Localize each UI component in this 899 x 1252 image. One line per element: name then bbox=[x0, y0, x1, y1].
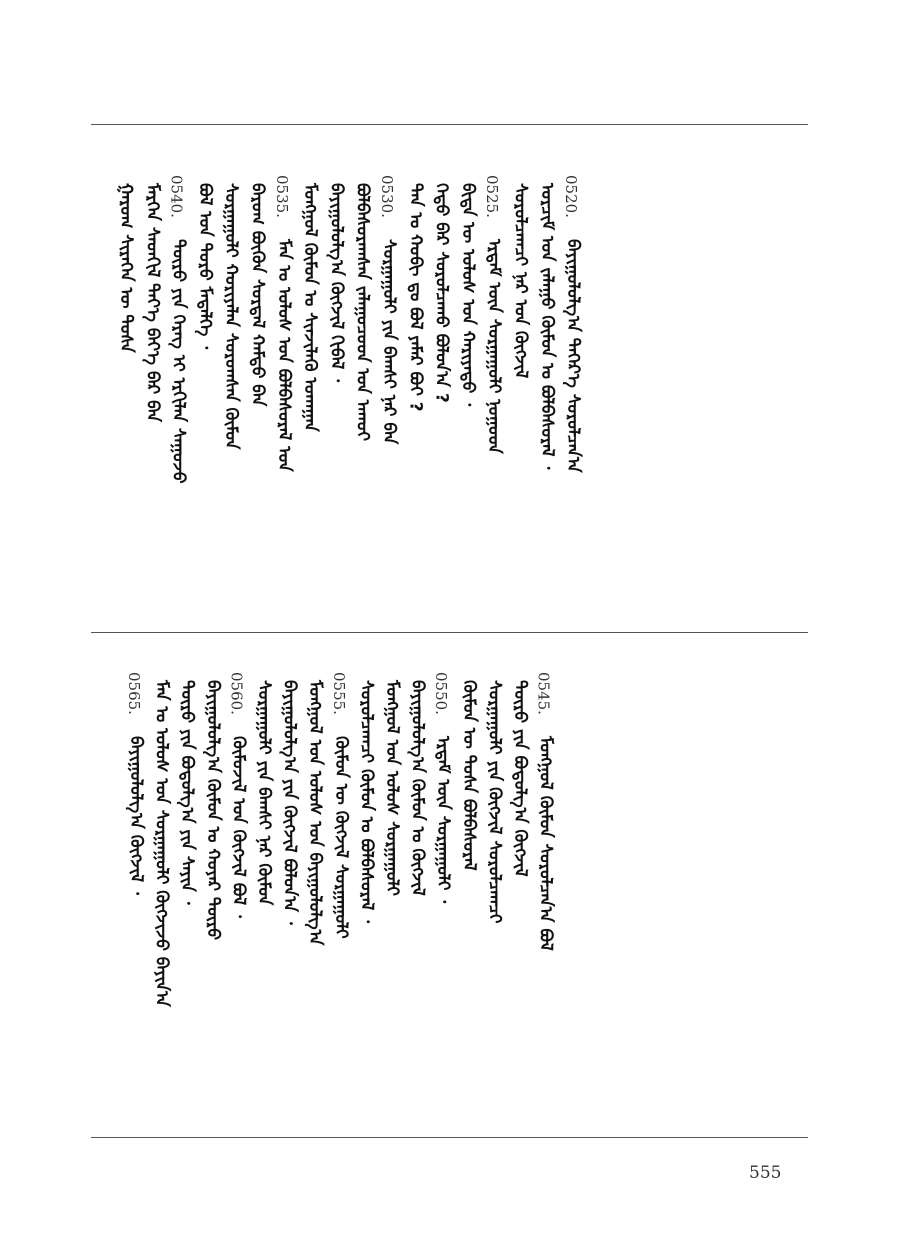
text-column: ᠪᠠᠶᠢᠭᠤᠯᠤᠯᠭ᠎ᠠ ᠶᠢᠨ ᠬᠥᠭᠵᠢᠯ ᠪᠣᠯᠤᠨ᠎ᠠ ᠂ bbox=[279, 680, 300, 925]
text-column: ᠬᠡᠳᠦ ᠪᠠᠷ ᠰᠤᠷᠤᠯᠴᠠᠬᠤ ᠪᠣᠯᠤᠨ᠎ᠠ ? bbox=[431, 183, 452, 403]
text-column: ᠬᠦᠮᠦᠨ ᠦ ᠬᠥᠭᠵᠢᠯ ᠰᠤᠷᠭᠠᠭᠤᠯᠢ bbox=[330, 736, 351, 939]
text-column: ᠲᠥᠷᠥ ᠶᠢᠨ ᠬᠡᠷᠡᠭ ᠢ ᠡᠷᠬᠢᠯᠡᠨ ᠰᠠᠭᠤᠵᠤ bbox=[168, 239, 189, 484]
text-column: ᠲᠥᠷᠥ ᠶᠢᠨ ᠪᠣᠳᠤᠯᠭ᠎ᠠ ᠬᠥᠭᠵᠢᠯ bbox=[510, 680, 530, 877]
line-number: 0555. bbox=[329, 672, 348, 715]
page-number: 555 bbox=[749, 1163, 782, 1183]
text-column: ᠰᠤᠷᠭᠠᠭᠤᠯᠢ ᠶᠢᠨ ᠪᠠᠭᠰᠢ ᠨᠠᠷ ᠬᠦᠮᠦᠨ bbox=[254, 680, 274, 906]
line-number: 0530. bbox=[378, 175, 396, 218]
text-column: ᠡᠷᠳᠡᠮ ᠦᠨ ᠰᠤᠷᠭᠠᠭᠤᠯᠢ ᠂ bbox=[433, 736, 454, 904]
text-column: ᠰᠤᠷᠤᠯᠴᠠᠭᠴᠢ ᠨᠠᠷ ᠤᠨ ᠬᠥᠭᠵᠢᠯ bbox=[510, 183, 531, 379]
text-column: ᠮᠣᠩᠭᠤᠯ ᠤᠨ ᠤᠯᠤᠰ ᠰᠤᠷᠭᠠᠭᠤᠯᠢ bbox=[382, 680, 402, 896]
text-column: ᠮᠣᠩᠭᠤᠯ ᠬᠦᠮᠦᠨ ᠰᠤᠷᠤᠯᠴᠠᠨ᠎ᠠ ᠪᠣᠯ bbox=[535, 736, 556, 951]
text-column: ᠮᠡᠷᠭᠡᠨ ᠰᠡᠳᠬᠢᠯ ᠲᠡᠶ᠎ᠡ ᠪᠡᠶ᠎ᠡ ᠪᠡᠷ ᠪᠠᠨ bbox=[142, 183, 163, 422]
text-column: ᠰᠤᠷᠭᠠᠭᠤᠯᠢ ᠬᠤᠷᠢᠶᠠᠯᠠᠨ ᠰᠤᠷᠤᠭᠰᠠᠨ ᠬᠦᠮᠦᠨ bbox=[221, 183, 242, 450]
text-column: ᠮᠠᠨ ᠤ ᠤᠯᠤᠰ ᠤᠨ ᠰᠤᠷᠭᠠᠭᠤᠯᠢ ᠬᠥᠭᠵᠢᠵᠦ ᠪᠠᠶᠢᠨ᠎ᠠ bbox=[151, 680, 172, 1007]
text-column: ᠪᠣᠯ ᠤᠨ ᠳᠣᠷᠤ ᠮᠡᠳᠡᠯᠭᠡ ᠂ bbox=[194, 183, 215, 350]
text-column: ᠪᠣᠯᠪᠠᠰᠤᠷᠠᠭᠰᠠᠨ ᠵᠠᠯᠠᠭᠤᠴᠤᠳ ᠤᠨ ᠠᠬᠤᠢ bbox=[352, 183, 373, 441]
text-column: ᠲᠥᠷᠥ ᠶᠢᠨ ᠪᠣᠳᠤᠯᠭ᠎ᠠ ᠶᠢᠨ ᠰᠠᠶᠢᠨ ᠂ bbox=[177, 680, 198, 905]
line-number: 0550. bbox=[432, 672, 451, 715]
text-block-lower bbox=[91, 672, 808, 1100]
line-number: 0565. bbox=[125, 672, 143, 715]
text-column: ᠰᠤᠷᠭᠠᠭᠤᠯᠢ ᠶᠢᠨ ᠪᠠᠭᠰᠢ ᠨᠠᠷ ᠪᠠᠨ bbox=[379, 239, 399, 445]
text-column: ᠪᠠᠶᠢᠭᠤᠯᠤᠯᠭ᠎ᠠ ᠬᠥᠭᠵᠢᠯ ᠬᠢᠪᠡᠯ ᠂ bbox=[326, 183, 347, 383]
text-column: ᠪᠠᠶᠢᠭᠤᠯᠤᠯᠭ᠎ᠠ ᠬᠥᠭᠵᠢᠯ ᠂ bbox=[126, 736, 146, 895]
line-number: 0520. bbox=[562, 175, 581, 218]
text-column: ᠪᠠᠶᠢᠭᠤᠯᠤᠯᠭ᠎ᠠ ᠬᠦᠮᠦᠨ ᠤ ᠬᠥᠭᠵᠢᠯ bbox=[407, 680, 428, 896]
middle-rule bbox=[91, 632, 808, 633]
text-column: ᠬᠦᠮᠦᠵᠢᠯ ᠤᠨ ᠬᠥᠭᠵᠢᠯ ᠪᠣᠯ ᠂ bbox=[228, 736, 249, 918]
line-number: 0540. bbox=[167, 175, 186, 218]
text-column: ᠲᠠᠨ ᠤ ᠬᠤᠪᠢ ᠳᠤ ᠪᠣᠯ ᠶᠠᠮᠠᠷ ᠪᠤᠢ ? bbox=[405, 183, 426, 412]
text-column: ᠪᠠᠷᠤᠭ ᠪᠦᠬᠦᠨ ᠰᠤᠷᠲᠠᠯ ᠬᠠᠮᠲᠤ ᠪᠠᠨ bbox=[247, 183, 268, 407]
bottom-rule bbox=[91, 1137, 808, 1138]
line-number: 0525. bbox=[483, 175, 502, 218]
line-number: 0535. bbox=[272, 175, 291, 218]
text-block-upper bbox=[91, 175, 808, 603]
text-column: ᠪᠠᠶᠢᠭᠤᠯᠤᠯᠭ᠎ᠠ ᠬᠦᠮᠦᠨ ᠤ ᠬᠣᠶᠠᠷ ᠲᠥᠷᠥ bbox=[202, 680, 223, 940]
line-number: 0545. bbox=[534, 672, 553, 715]
text-column: ᠰᠤᠷᠭᠠᠭᠤᠯᠢ ᠶᠢᠨ ᠬᠥᠭᠵᠢᠯ ᠰᠤᠷᠤᠯᠴᠠᠭᠴᠢ bbox=[484, 680, 505, 924]
text-column: ᠰᠤᠷᠤᠯᠴᠠᠭᠴᠢ ᠬᠦᠮᠦᠨ ᠤ ᠪᠣᠯᠪᠠᠰᠤᠷᠠᠯ ᠂ bbox=[356, 680, 377, 923]
top-rule bbox=[91, 124, 808, 125]
text-column: ᠡᠷᠳᠡᠮ ᠦᠨ ᠰᠤᠷᠭᠠᠭᠤᠯᠢ ᠨᠤᠭᠤᠳ bbox=[484, 239, 505, 454]
text-column: ᠮᠣᠩᠭᠤᠯ ᠤᠨ ᠤᠯᠤᠰ ᠤᠨ ᠪᠠᠶᠢᠭᠤᠯᠤᠯᠭ᠎ᠠ bbox=[305, 680, 326, 946]
text-column: ᠮᠣᠩᠭᠤᠯ ᠬᠦᠮᠦᠨ ᠤ ᠰᠢᠨᠵᠢᠯᠡᠬᠦ ᠤᠬᠠᠭᠠᠨ bbox=[300, 183, 321, 432]
text-column: ᠮᠠᠨ ᠤ ᠤᠯᠤᠰ ᠤᠨ ᠪᠣᠯᠪᠠᠰᠤᠷᠠᠯ ᠤᠨ bbox=[273, 239, 294, 472]
text-column: ᠬᠦᠮᠦᠨ ᠦ ᠲᠤᠰᠠ ᠪᠣᠯᠪᠠᠰᠤᠷᠠᠯ bbox=[458, 680, 479, 871]
text-column: ᠭᠠᠷᠤᠭ ᠰᠢᠷᠡᠭᠡᠨ ᠦ ᠲᠤᠰᠠ bbox=[116, 183, 136, 353]
text-column: ᠣᠷᠴᠢᠮ ᠤᠨ ᠵᠠᠯᠠᠭᠤ ᠬᠦᠮᠦᠨ ᠤ ᠪᠣᠯᠪᠠᠰᠤᠷᠠᠯ ᠂ bbox=[536, 183, 557, 470]
line-number: 0560. bbox=[227, 672, 246, 715]
text-column: ᠪᠠᠶᠢᠭᠤᠯᠤᠯᠭ᠎ᠠ ᠳᠡᠭᠡᠷ᠎ᠡ ᠰᠤᠷᠤᠯᠴᠠᠨ᠎ᠠ bbox=[563, 239, 584, 473]
text-column: ᠪᠢᠳᠡ ᠦ ᠤᠯᠤᠰ ᠤᠨ ᠬᠠᠷᠢᠶᠠᠲᠤ ᠂ bbox=[457, 183, 478, 407]
